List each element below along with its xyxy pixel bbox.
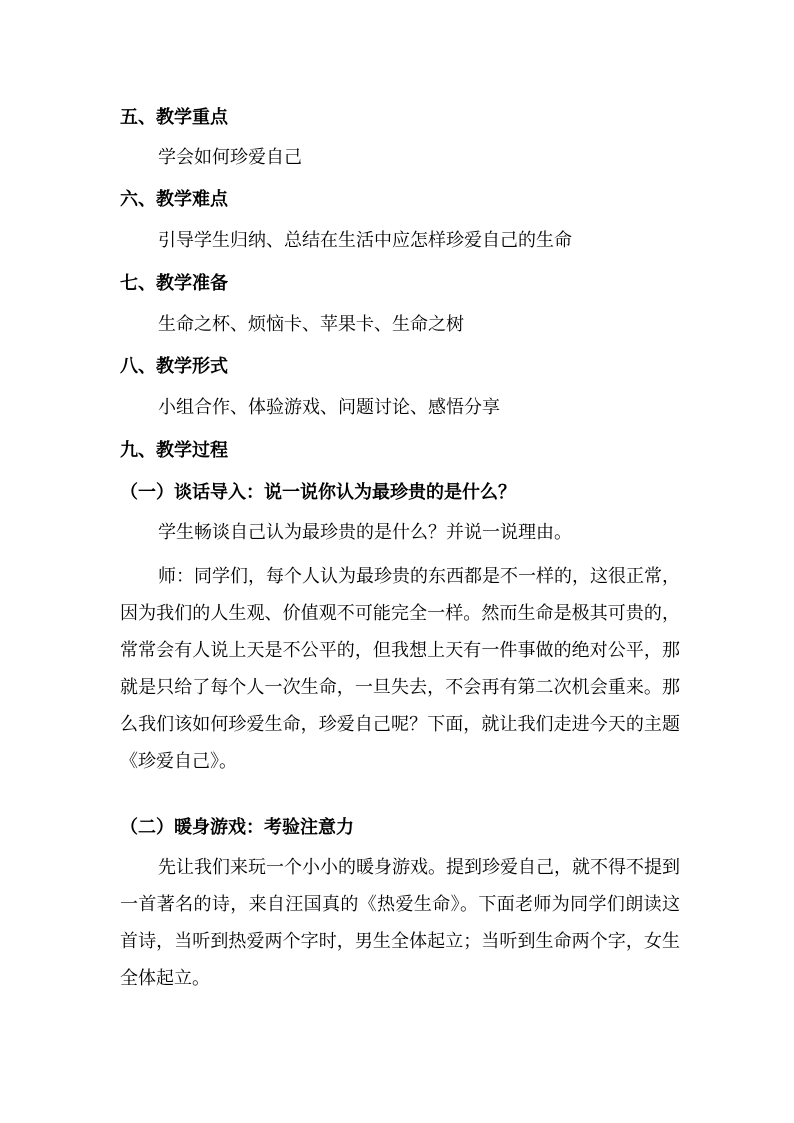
process-part2-heading: （二）暖身游戏：考验注意力 (120, 817, 354, 838)
section-body-7: 生命之杯、烦恼卡、苹果卡、生命之树 (158, 314, 464, 335)
process-part1-paragraph-1: 学生畅谈自己认为最珍贵的是什么？并说一说理由。 (158, 522, 572, 543)
process-part2-paragraph-1: 先让我们来玩一个小小的暖身游戏。提到珍爱自己，就不得不提到一首著名的诗，来自汪国真的《热爱生命》。下面老师为同学们朗读这首诗，当听到热爱两个字时，男生全体起立；当听到生命两个字，女生全体起立。 (120, 857, 680, 989)
section-body-6: 引导学生归纳、总结在生活中应怎样珍爱自己的生命 (158, 230, 572, 251)
section-body-8: 小组合作、体验游戏、问题讨论、感悟分享 (158, 397, 500, 418)
section-heading-7: 七、教学准备 (120, 273, 228, 294)
section-heading-6: 六、教学难点 (120, 189, 228, 210)
section-heading-5: 五、教学重点 (120, 107, 228, 128)
process-part1-heading: （一）谈话导入：说一说你认为最珍贵的是什么？ (120, 482, 516, 503)
section-body-5: 学会如何珍爱自己 (158, 147, 302, 168)
section-heading-8: 八、教学形式 (120, 356, 228, 377)
section-heading-9: 九、教学过程 (120, 440, 228, 461)
process-part1-paragraph-2: 师：同学们，每个人认为最珍贵的东西都是不一样的，这很正常，因为我们的人生观、价值观不可能完全一样。然而生命是极其可贵的，常常会有人说上天是不公平的，但我想上天有一件事做的绝对公平，那就是只给了每个人一次生命，一旦失去，不会再有第二次机会重来。那么我们该如何珍爱生命，珍爱自己呢？下面，就让我们走进今天的主题《珍爱自己》。 (120, 566, 680, 772)
